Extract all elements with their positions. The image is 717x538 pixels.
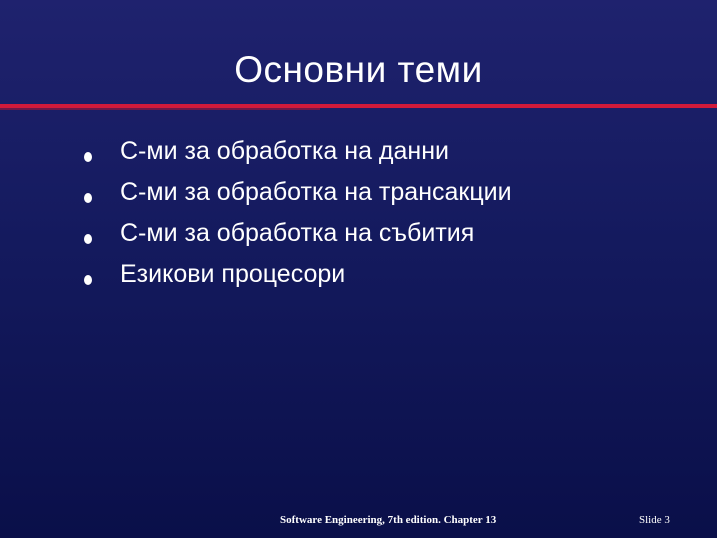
bullet-list <box>0 135 717 299</box>
bullet-item <box>0 176 717 217</box>
bullet-text: С-ми за обработка на трансакции <box>120 178 512 206</box>
slide-title: Основни теми <box>234 49 483 90</box>
footer-slide-number: Slide 3 <box>639 514 670 526</box>
bullet-text: Езикови процесори <box>120 260 346 288</box>
bullet-item <box>0 217 717 258</box>
bullet-dot-icon <box>84 275 92 285</box>
bullet-text: С-ми за обработка на данни <box>120 137 450 165</box>
bullet-dot-icon <box>84 152 92 162</box>
bullet-item <box>0 135 717 176</box>
title-divider-shadow <box>0 108 320 110</box>
bullet-dot-icon <box>84 193 92 203</box>
bullet-dot-icon <box>84 234 92 244</box>
bullet-text: С-ми за обработка на събития <box>120 219 475 247</box>
footer-book-reference: Software Engineering, 7th edition. Chapter 13 <box>280 514 497 526</box>
bullet-item <box>0 258 717 299</box>
